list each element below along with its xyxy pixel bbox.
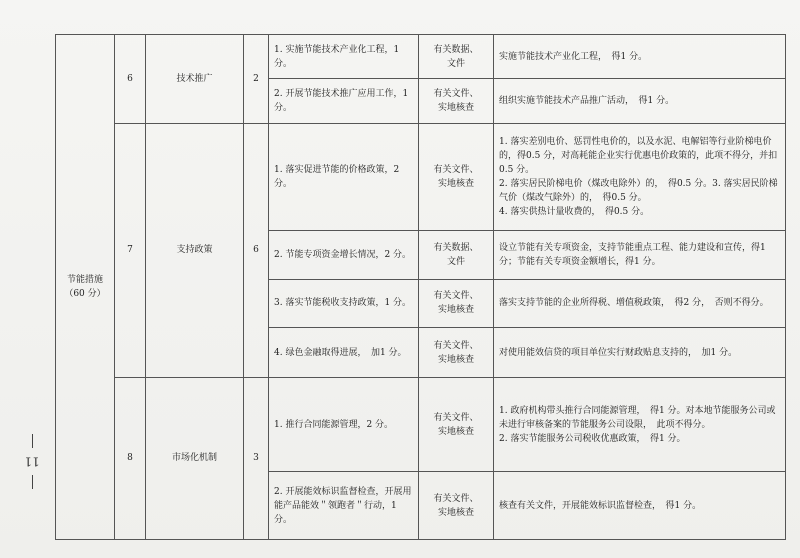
page-number-dash: [32, 475, 33, 489]
scoring-cell: 1. 落实差别电价、惩罚性电价的，以及水泥、电解铝等行业阶梯电价的，得0.5 分，对高耗能企业实行优惠电价政策的，此项不得分，并扣0.5 分。 2. 落实居民阶梯电价（煤改电除外）的， 得0.5 分。3. 落实居民阶梯气价（煤改气除外）的， 得0.5 分。 4. 落实供热计量收费的， 得0.5 分。: [494, 123, 786, 230]
item-number: 6: [115, 35, 146, 124]
scoring-cell: 实施节能技术产业化工程， 得1 分。: [494, 35, 786, 79]
category-cell: [56, 35, 115, 540]
criteria-cell: 3. 落实节能税收支持政策，1 分。: [269, 279, 419, 328]
category-score: （60 分）: [64, 289, 106, 299]
page-number-value: 11: [24, 454, 40, 469]
scoring-cell: 对使用能效信贷的项目单位实行财政贴息支持的， 加1 分。: [494, 328, 786, 378]
page-number: [22, 432, 42, 502]
criteria-cell: 1. 落实促进节能的价格政策，2 分。: [269, 123, 419, 230]
evidence-cell: 有关数据、 文件: [419, 35, 494, 79]
evidence-cell: 有关文件、 实地核查: [419, 123, 494, 230]
table-row: [56, 123, 786, 230]
scoring-cell: 核查有关文件，开展能效标识监督检查， 得1 分。: [494, 472, 786, 540]
evidence-cell: 有关文件、 实地核查: [419, 279, 494, 328]
page-number-dash: [32, 434, 33, 448]
evidence-cell: 有关文件、 实地核查: [419, 377, 494, 471]
criteria-cell: 1. 推行合同能源管理，2 分。: [269, 377, 419, 471]
scoring-cell: 设立节能有关专项资金，支持节能重点工程、能力建设和宣传，得1 分；节能有关专项资金额增长，得1 分。: [494, 230, 786, 279]
evidence-cell: 有关文件、 实地核查: [419, 79, 494, 123]
scoring-cell: 落实支持节能的企业所得税、增值税政策， 得2 分， 否则不得分。: [494, 279, 786, 328]
item-score: 2: [244, 35, 269, 124]
table-row: [56, 377, 786, 471]
category-name: 节能措施: [66, 275, 103, 285]
evidence-cell: 有关文件、 实地核查: [419, 328, 494, 378]
criteria-cell: 2. 节能专项资金增长情况，2 分。: [269, 230, 419, 279]
item-name: 支持政策: [146, 123, 244, 377]
criteria-cell: 2. 开展能效标识监督检查，开展用能产品能效＂领跑者＂行动，1 分。: [269, 472, 419, 540]
criteria-cell: 1. 实施节能技术产业化工程，1 分。: [269, 35, 419, 79]
item-score: 3: [244, 377, 269, 539]
scoring-cell: 组织实施节能技术产品推广活动， 得1 分。: [494, 79, 786, 123]
scoring-table: [55, 34, 786, 540]
criteria-cell: 2. 开展节能技术推广应用工作，1 分。: [269, 79, 419, 123]
item-score: 6: [244, 123, 269, 377]
item-number: 8: [115, 377, 146, 539]
item-name: 市场化机制: [146, 377, 244, 539]
evidence-cell: 有关文件、 实地核查: [419, 472, 494, 540]
table-row: [56, 35, 786, 79]
scoring-cell: 1. 政府机构带头推行合同能源管理， 得1 分。对本地节能服务公司或未进行审核备案的节能服务公司设限， 此项不得分。 2. 落实节能服务公司税收优惠政策， 得1 分。: [494, 377, 786, 471]
item-number: 7: [115, 123, 146, 377]
evidence-cell: 有关数据、 文件: [419, 230, 494, 279]
criteria-cell: 4. 绿色金融取得进展， 加1 分。: [269, 328, 419, 378]
item-name: 技术推广: [146, 35, 244, 124]
